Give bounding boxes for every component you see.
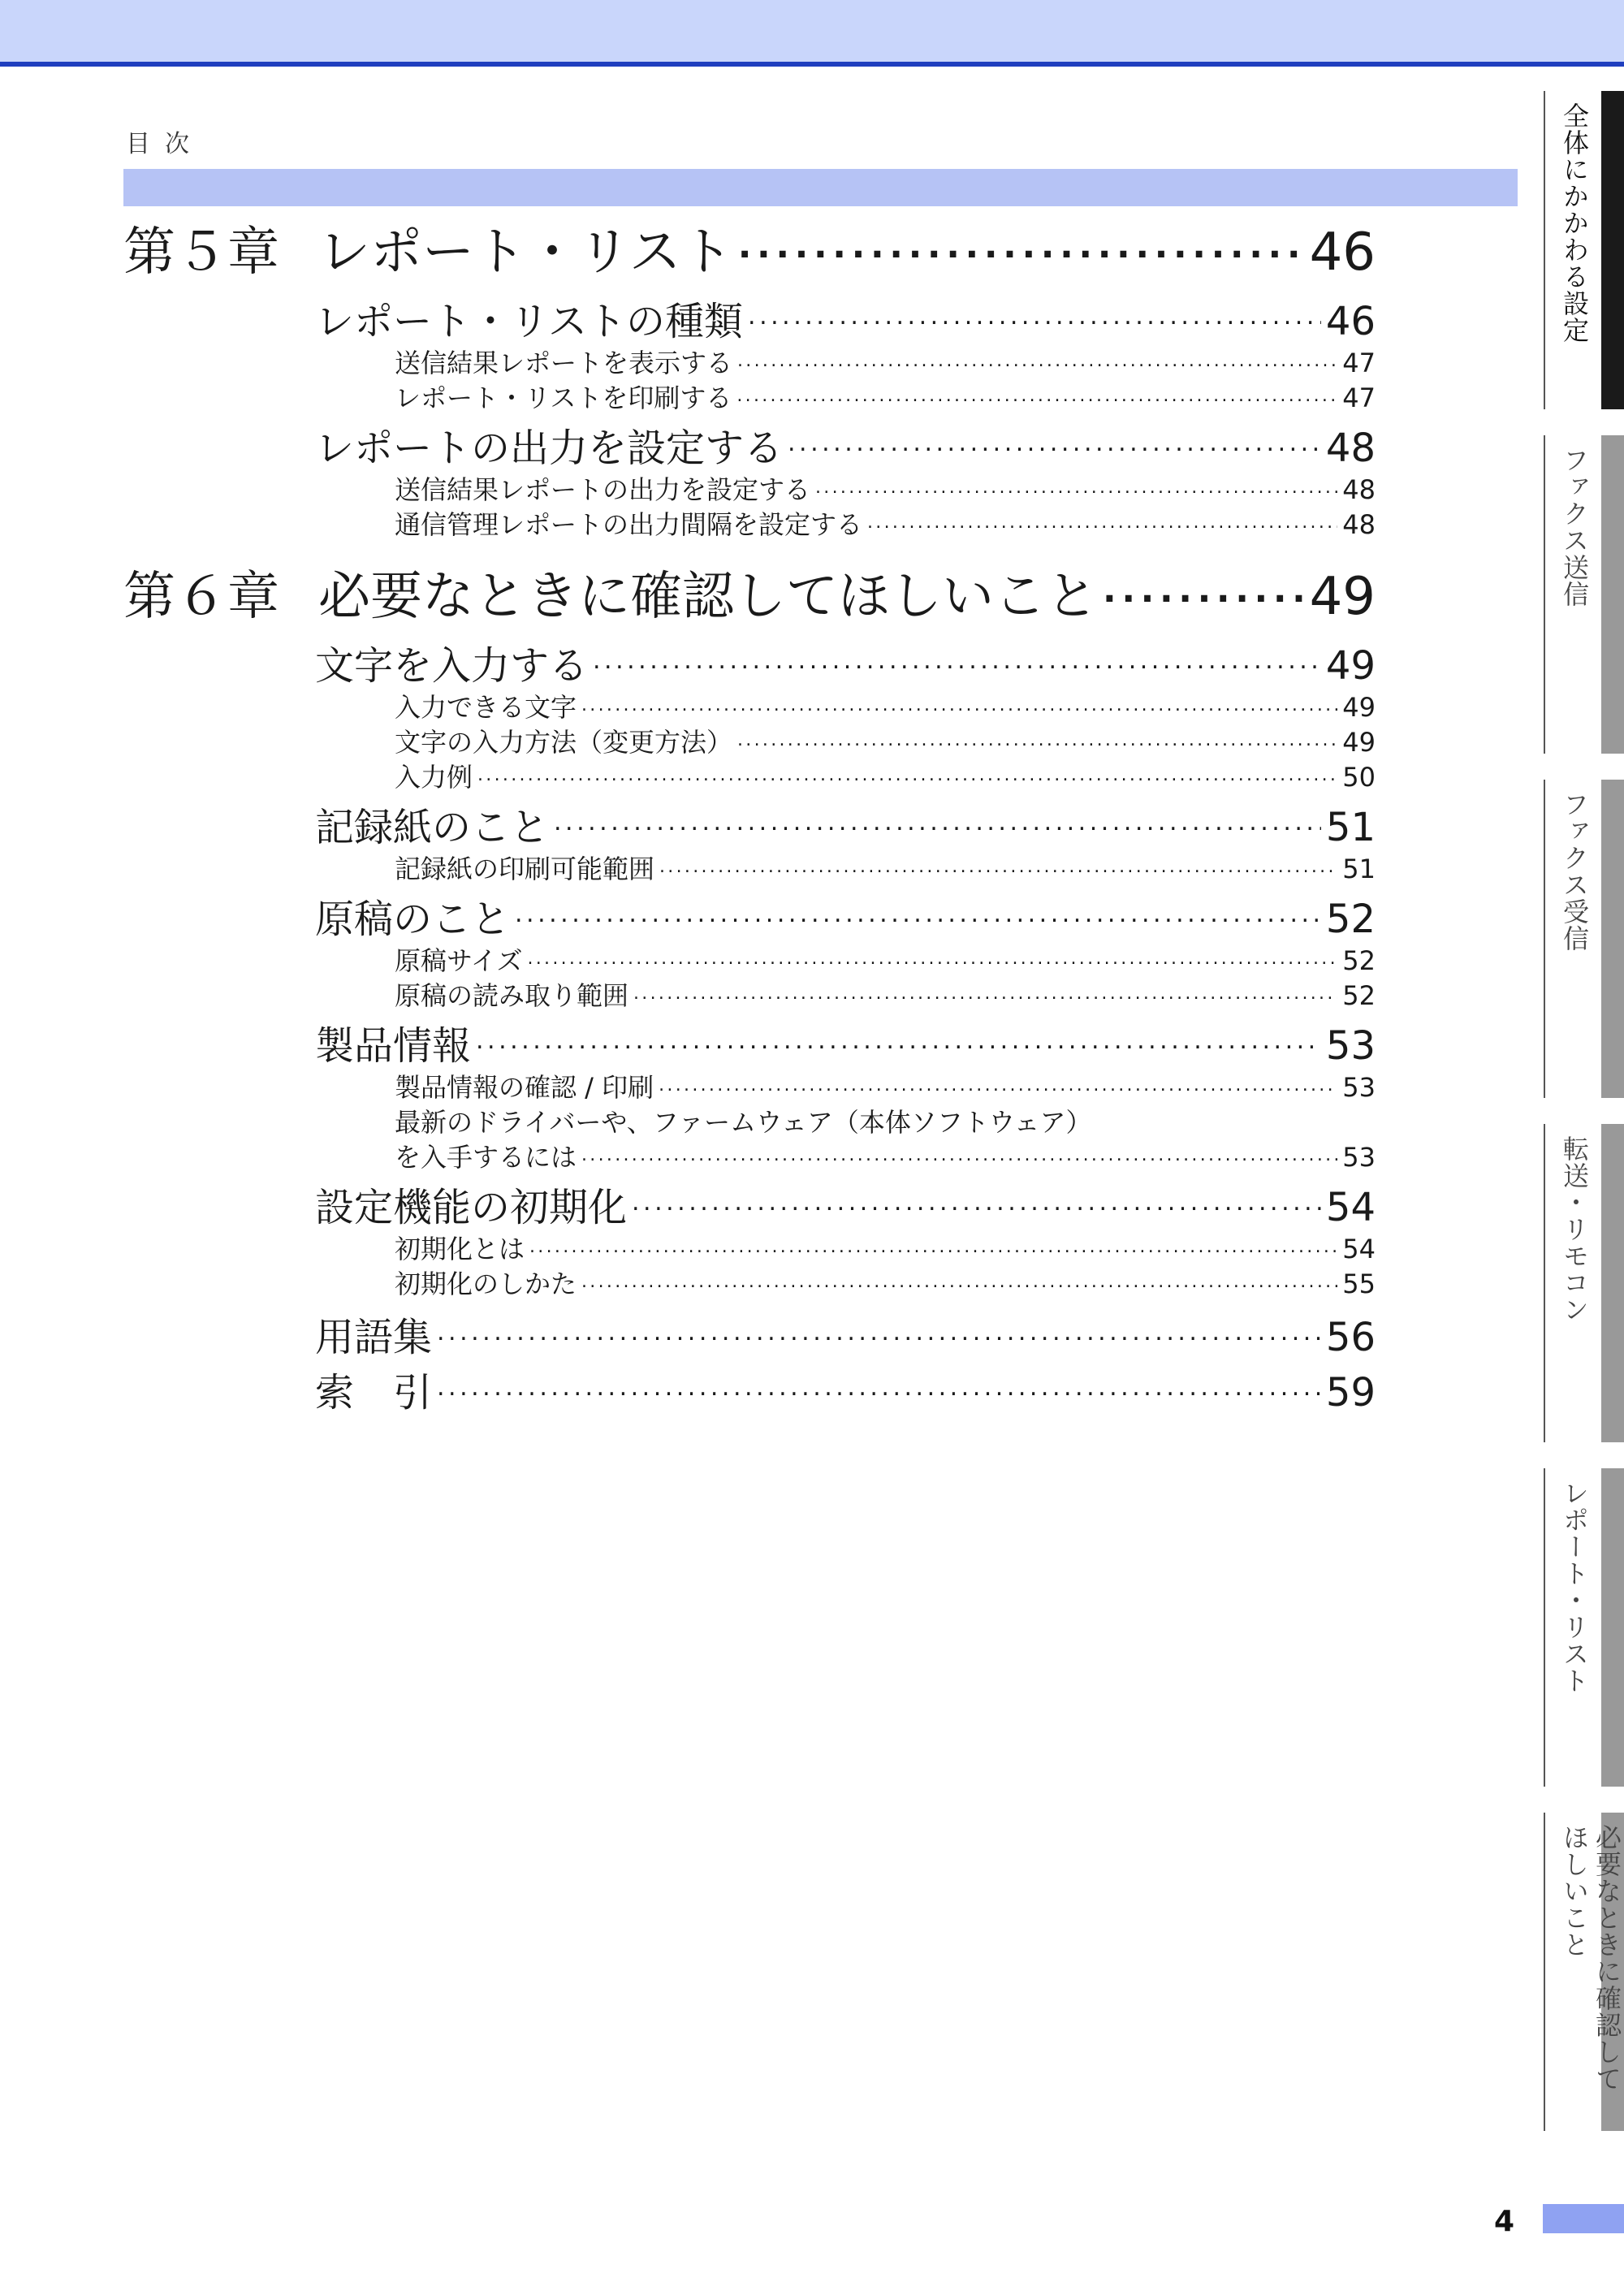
page-ref: 53 — [1325, 1023, 1376, 1069]
toc-section[interactable] — [315, 297, 1376, 346]
breadcrumb: 目次 — [126, 130, 204, 158]
page-ref: 47 — [1342, 382, 1376, 413]
toc-item[interactable] — [395, 690, 1376, 725]
toc-chapter-5[interactable] — [123, 216, 1376, 289]
side-tab-fax-receive[interactable] — [1544, 780, 1624, 1098]
section-title: 製品情報 — [315, 1023, 472, 1069]
side-tab-forward-remote[interactable] — [1544, 1124, 1624, 1442]
page-ref: 48 — [1325, 426, 1376, 471]
page-ref: 59 — [1325, 1370, 1376, 1415]
dot-leader — [437, 1365, 1321, 1420]
toc-item[interactable] — [395, 346, 1376, 381]
toc-item[interactable] — [395, 1267, 1376, 1302]
section-title: 用語集 — [315, 1315, 433, 1360]
side-tab-label: 転送・リモコン — [1559, 1135, 1590, 1323]
page-ref: 52 — [1325, 897, 1376, 942]
page-ref: 52 — [1342, 980, 1376, 1011]
section-title: 索 引 — [315, 1370, 433, 1415]
toc-item[interactable] — [395, 979, 1376, 1014]
side-tab-report-list[interactable] — [1544, 1468, 1624, 1787]
top-header-rule — [0, 62, 1624, 67]
item-title: 記録紙の印刷可能範囲 — [395, 854, 655, 884]
dot-leader — [737, 346, 1337, 381]
toc-item[interactable] — [395, 852, 1376, 887]
item-title: 送信結果レポートを表示する — [395, 348, 733, 378]
page-ref: 54 — [1325, 1185, 1376, 1230]
page-ref: 49 — [1342, 727, 1376, 758]
dot-leader — [748, 297, 1321, 346]
dot-leader — [1103, 560, 1305, 633]
item-title: 入力例 — [395, 762, 473, 793]
item-title: 初期化とは — [395, 1234, 525, 1264]
toc-item[interactable] — [395, 381, 1376, 416]
dot-leader — [659, 1070, 1337, 1105]
dot-leader — [633, 979, 1337, 1014]
toc-item[interactable] — [395, 944, 1376, 979]
dot-leader — [788, 424, 1321, 473]
page-ref: 54 — [1342, 1234, 1376, 1264]
item-title: レポート・リストを印刷する — [395, 382, 732, 413]
dot-leader — [554, 803, 1321, 852]
dot-leader — [527, 944, 1337, 979]
dot-leader — [659, 852, 1337, 887]
toc-item[interactable] — [395, 473, 1376, 508]
toc-section[interactable] — [315, 424, 1376, 473]
page-ref: 49 — [1342, 692, 1376, 723]
item-title: 原稿サイズ — [395, 945, 523, 976]
section-band — [123, 169, 1518, 206]
dot-leader — [593, 642, 1321, 690]
dot-leader — [581, 1267, 1337, 1302]
dot-leader — [581, 1140, 1337, 1175]
chapter-number: 第５章 — [123, 223, 279, 283]
page-ref: 48 — [1342, 509, 1376, 540]
toc-section[interactable] — [315, 895, 1376, 944]
page-ref: 47 — [1342, 348, 1376, 378]
side-tab-label: ファクス送信 — [1559, 447, 1590, 607]
dot-leader — [477, 760, 1337, 795]
side-tab-general-settings[interactable] — [1544, 91, 1624, 409]
section-title: レポート・リストの種類 — [315, 299, 744, 344]
page-number-bar — [1543, 2204, 1624, 2233]
side-tab-label: 必要なときに確認してほしいこと — [1559, 1824, 1622, 2092]
toc-item[interactable] — [395, 1140, 1376, 1175]
page-ref: 46 — [1325, 299, 1376, 344]
dot-leader — [815, 473, 1337, 508]
item-title: 初期化のしかた — [395, 1269, 577, 1299]
toc-item[interactable] — [395, 760, 1376, 795]
dot-leader — [529, 1232, 1337, 1267]
page-ref: 51 — [1342, 854, 1376, 884]
side-tab-label: ファクス受信 — [1559, 791, 1590, 952]
toc-item-line1[interactable]: 最新のドライバーや、ファームウェア（本体ソフトウェア） — [395, 1107, 1092, 1138]
dot-leader — [476, 1022, 1321, 1070]
dot-leader — [736, 381, 1337, 416]
page-ref: 53 — [1342, 1142, 1376, 1173]
item-title: 文字の入力方法（変更方法） — [395, 727, 733, 758]
toc-item[interactable] — [395, 1232, 1376, 1267]
table-of-contents — [123, 216, 1376, 1420]
page-ref: 53 — [1342, 1072, 1376, 1103]
dot-leader — [437, 1310, 1321, 1365]
toc-section[interactable] — [315, 803, 1376, 852]
dot-leader — [581, 690, 1337, 725]
dot-leader — [867, 508, 1337, 542]
section-title: レポートの出力を設定する — [315, 426, 784, 471]
toc-item[interactable] — [395, 508, 1376, 542]
toc-section[interactable] — [315, 1310, 1376, 1365]
section-title: 原稿のこと — [315, 897, 511, 942]
toc-item[interactable] — [395, 1070, 1376, 1105]
item-title: 原稿の読み取り範囲 — [395, 980, 629, 1011]
section-title: 文字を入力する — [315, 643, 589, 689]
page-ref: 52 — [1342, 945, 1376, 976]
chapter-title: レポート・リスト — [318, 223, 733, 283]
section-title: 記録紙のこと — [315, 805, 550, 850]
page-number: 4 — [1494, 2205, 1515, 2238]
item-title: 送信結果レポートの出力を設定する — [395, 474, 811, 505]
toc-chapter-6[interactable] — [123, 560, 1376, 633]
dot-leader — [738, 216, 1305, 289]
item-title: 入力できる文字 — [395, 692, 577, 723]
page-ref: 56 — [1325, 1315, 1376, 1360]
page-ref: 50 — [1342, 762, 1376, 793]
section-title: 設定機能の初期化 — [315, 1185, 628, 1230]
side-tab-fax-send[interactable] — [1544, 435, 1624, 754]
page-ref: 49 — [1309, 567, 1376, 627]
dot-leader — [737, 725, 1337, 760]
page-ref: 46 — [1309, 223, 1376, 283]
page-ref: 51 — [1325, 805, 1376, 850]
page-ref: 48 — [1342, 474, 1376, 505]
side-tab-label: 全体にかかわる設定 — [1559, 102, 1590, 344]
page-ref: 55 — [1342, 1269, 1376, 1299]
chapter-title: 必要なときに確認してほしいこと — [318, 567, 1098, 627]
dot-leader — [515, 895, 1321, 944]
side-tab-label: レポート・リスト — [1559, 1480, 1590, 1694]
toc-section[interactable] — [315, 1365, 1376, 1420]
page-ref: 49 — [1325, 643, 1376, 689]
top-header-band — [0, 0, 1624, 62]
item-title: を入手するには — [395, 1142, 577, 1173]
toc-section[interactable] — [315, 642, 1376, 690]
side-tab-troubleshooting[interactable] — [1544, 1813, 1624, 2131]
toc-item[interactable] — [395, 725, 1376, 760]
dot-leader — [632, 1183, 1321, 1232]
item-title: 製品情報の確認 / 印刷 — [395, 1072, 654, 1103]
toc-section[interactable] — [315, 1183, 1376, 1232]
toc-section[interactable] — [315, 1022, 1376, 1070]
item-title: 通信管理レポートの出力間隔を設定する — [395, 509, 863, 540]
chapter-number: 第６章 — [123, 567, 279, 627]
